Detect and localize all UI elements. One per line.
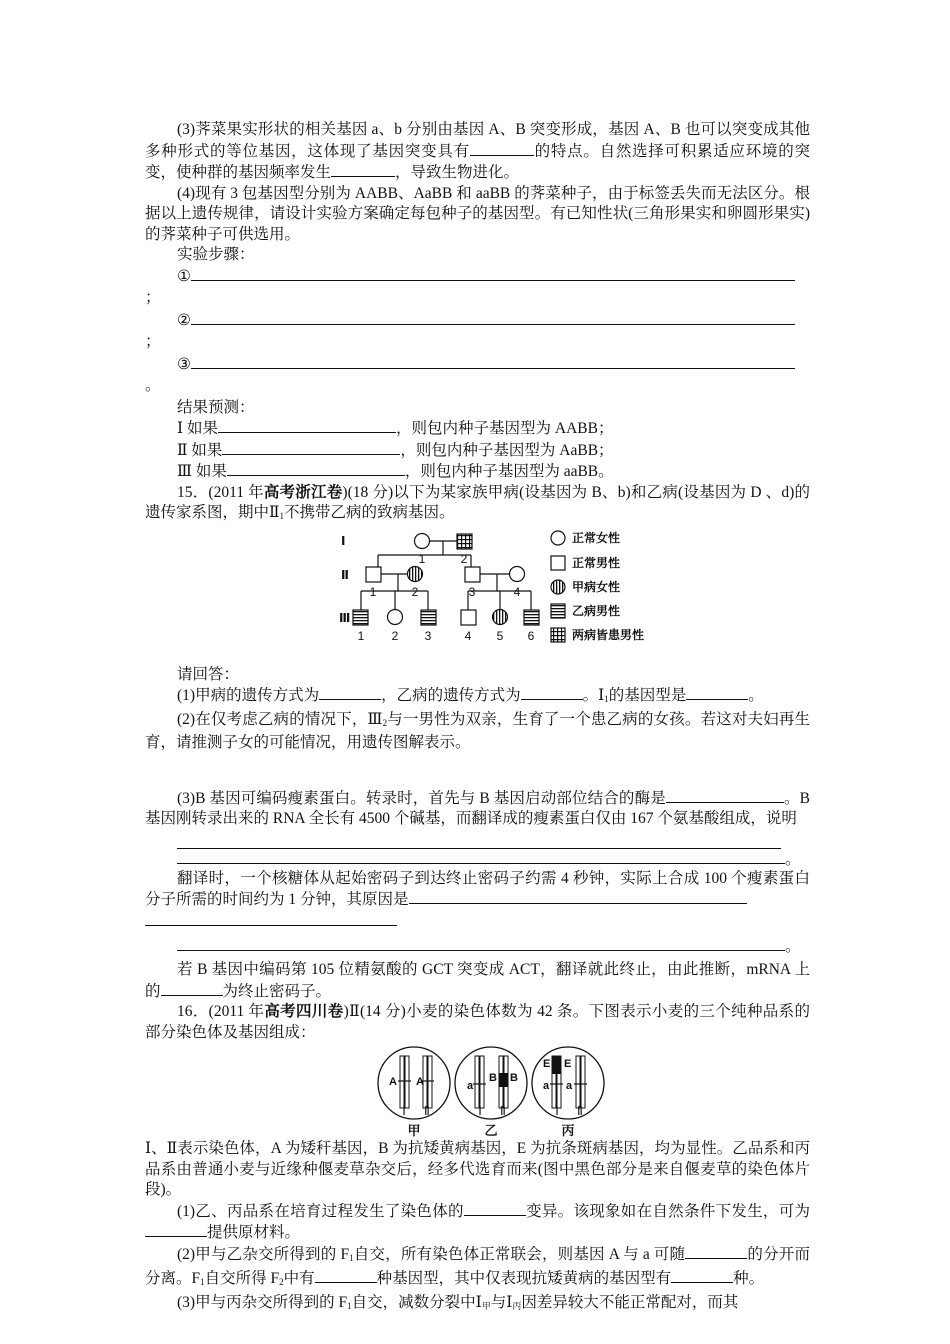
answer-space xyxy=(145,754,810,788)
III5-jia-female xyxy=(493,609,508,624)
blank[interactable] xyxy=(227,461,405,476)
blank[interactable] xyxy=(218,418,396,433)
answer-line[interactable] xyxy=(177,849,785,864)
II4-normal-female xyxy=(510,566,525,581)
blank[interactable] xyxy=(470,141,534,156)
q15-part4: 翻译时，一个核糖体从起始密码子到达终止密码子约需 4 秒钟，实际上合成 100 个瘦素蛋白分子所需的时间约为 1 分钟，其原因是 xyxy=(145,869,810,933)
svg-text:A: A xyxy=(416,1076,424,1088)
q16-heading: 16．(2011 年高考四川卷)Ⅱ(14 分)小麦的染色体数为 42 条。下图表示小麦的三个纯种品系的部分染色体及基因组成： xyxy=(145,1003,810,1041)
svg-text:a: a xyxy=(566,1080,573,1092)
III1-yi-male xyxy=(353,610,368,625)
legend-normal-female: 正常女性 xyxy=(572,530,621,545)
num: 3 xyxy=(424,628,432,643)
svg-text:Ⅰ: Ⅰ xyxy=(402,1104,406,1118)
III4-normal-male xyxy=(461,610,476,625)
semicolon: ； xyxy=(145,288,161,306)
q15-part3: (3)B 基因可编码瘦素蛋白。转录时，首先与 B 基因启动部位结合的酶是 。B 基因刚转录出来的 RNA 全长有 4500 个碱基，而翻译成的瘦素蛋白仅由 167 个氨基酸组成，说明 xyxy=(145,789,810,827)
q15-part2: (2)在仅考虑乙病的情况下，$Ⅲ_2$与一男性为双亲，生育了一个患乙病的女孩。若这对夫妇再生育，请推测子女的可能情况，用遗传图解表示。 xyxy=(145,710,810,751)
blank[interactable] xyxy=(222,440,400,455)
III6-yi-male xyxy=(524,610,539,625)
blank[interactable] xyxy=(666,788,784,803)
blank[interactable] xyxy=(319,685,381,700)
svg-text:Ⅱ: Ⅱ xyxy=(577,1104,583,1118)
num: 3 xyxy=(468,584,476,599)
step-3: ③ xyxy=(145,354,810,374)
answer-line[interactable] xyxy=(191,310,795,325)
svg-text:a: a xyxy=(467,1080,474,1092)
III2-normal-female xyxy=(388,609,403,624)
answer-line[interactable] xyxy=(191,266,795,281)
q15-part1: (1)甲病的遗传方式为 ，乙病的遗传方式为 。$Ⅰ_1$的基因型是 。 xyxy=(177,687,764,704)
svg-text:A: A xyxy=(389,1076,397,1088)
q14-part3: (3)荠菜果实形状的相关基因 a、b 分别由基因 A、B 突变形成，基因 A、B 也可以突变成其他多种形式的等位基因，这体现了基因突变具有 的特点。自然选择可积累适应环境的突变，使种群的基因频率发生 ，导致生物进化。 xyxy=(145,121,810,181)
q14-part4: (4)现有 3 包基因型分别为 AABB、AaBB 和 aaBB 的荠菜种子，由于标签丢失而无法区分。根据以上遗传规律，请设计实验方案确定每包种子的基因型。有已知性状(三角形果实和卵圆形果实)的荠菜种子可供选用。 xyxy=(145,184,810,243)
results-label: 结果预测： xyxy=(177,398,255,416)
svg-text:Ⅰ: Ⅰ xyxy=(555,1104,559,1118)
answer-line[interactable] xyxy=(177,834,781,849)
num: 1 xyxy=(357,628,365,643)
q15-ask: 请回答： xyxy=(177,665,240,683)
legend-yi-male-symbol xyxy=(551,604,565,618)
legend-both-male: 两病皆患男性 xyxy=(572,627,645,642)
II1-normal-male xyxy=(366,567,381,582)
blank[interactable] xyxy=(464,1201,526,1216)
num: 2 xyxy=(411,584,419,599)
I1-normal-female xyxy=(415,533,430,548)
num: 4 xyxy=(513,584,521,599)
blank[interactable] xyxy=(315,1268,377,1283)
num: 1 xyxy=(418,551,426,566)
num: 1 xyxy=(369,584,377,599)
blank[interactable] xyxy=(521,685,583,700)
I2-both-male xyxy=(457,534,472,549)
num: 2 xyxy=(391,628,399,643)
blank[interactable] xyxy=(685,1244,747,1259)
legend-normal-male-symbol xyxy=(551,556,565,570)
result-1: Ⅰ 如果 ，则包内种子基因型为 AABB； xyxy=(177,420,614,437)
legend-jia-female-symbol xyxy=(551,580,565,594)
blank[interactable] xyxy=(331,162,395,177)
q16-part3: (3)甲与丙杂交所得到的 $F_1$自交，减数分裂中$Ⅰ_甲$与$Ⅰ_丙$因差异较大不能正常配对，而其 xyxy=(177,1293,739,1311)
answer-lines: 。 xyxy=(145,830,810,869)
svg-text:Ⅱ: Ⅱ xyxy=(500,1104,506,1118)
answer-line[interactable] xyxy=(177,936,785,951)
legend-jia-female: 甲病女性 xyxy=(572,579,621,594)
II2-jia-female xyxy=(408,566,423,581)
step-1: ① xyxy=(145,266,810,286)
blank[interactable] xyxy=(686,685,748,700)
step-2: ② xyxy=(145,310,810,330)
answer-line[interactable] xyxy=(191,354,795,369)
steps-label: 实验步骤： xyxy=(177,246,255,263)
num: 4 xyxy=(464,628,472,643)
svg-text:B: B xyxy=(489,1072,497,1084)
q16-part1: (1)乙、丙品系在培育过程发生了染色体的 变异。该现象如在自然条件下发生，可为提供原材料。 xyxy=(145,1201,810,1244)
semicolon: ； xyxy=(145,332,161,350)
II3-normal-male xyxy=(465,567,480,582)
document-page xyxy=(145,120,810,1316)
legend-normal-male: 正常男性 xyxy=(572,555,621,570)
gen-label-2: Ⅱ xyxy=(341,567,349,582)
q15-part5: 若 B 基因中编码第 105 位精氨酸的 GCT 突变成 ACT，翻译就此终止，由此推断，mRNA 上的 为终止密码子。 xyxy=(145,961,810,1000)
svg-text:a: a xyxy=(543,1080,550,1092)
pedigree-figure xyxy=(145,527,810,665)
legend-normal-female-symbol xyxy=(551,531,565,545)
blank[interactable] xyxy=(145,911,397,926)
legend-both-male-symbol xyxy=(551,628,565,642)
svg-text:E: E xyxy=(543,1058,551,1070)
chromosome-diagram xyxy=(145,1043,810,1139)
svg-text:E: E xyxy=(564,1058,572,1070)
label-jia: 甲 xyxy=(407,1123,421,1138)
blank[interactable] xyxy=(409,889,747,904)
blank[interactable] xyxy=(671,1268,733,1283)
q16-desc: Ⅰ、Ⅱ表示染色体，A 为矮秆基因，B 为抗矮黄病基因，E 为抗条斑病基因，均为显性。乙品系和丙品系由普通小麦与近缘种偃麦草杂交后，经多代选育而来(图中黑色部分是来自偃麦草的染色体片段)。 xyxy=(145,1140,810,1198)
result-2: Ⅱ 如果 ，则包内种子基因型为 AaBB； xyxy=(177,441,614,459)
legend-yi-male: 乙病男性 xyxy=(572,603,621,618)
svg-text:B: B xyxy=(510,1072,518,1084)
blank[interactable] xyxy=(145,1222,207,1237)
q16-part2: (2)甲与乙杂交所得到的 $F_1$自交，所有染色体正常联会，则基因 A 与 a 可随 的分开而分离。$F_1$自交所得 $F_2$中有 种基因型，其中仅表现抗矮黄病的基因型有 种。 xyxy=(145,1245,810,1287)
chromosome-figure xyxy=(145,1043,810,1139)
period: 。 xyxy=(145,376,161,394)
svg-text:Ⅰ: Ⅰ xyxy=(478,1104,482,1118)
num: 2 xyxy=(460,551,468,566)
answer-line-row: 。 xyxy=(145,932,810,960)
blank[interactable] xyxy=(161,981,223,996)
pedigree-chart xyxy=(145,527,810,665)
label-bing: 丙 xyxy=(561,1123,575,1138)
gen-label-1: Ⅰ xyxy=(341,533,346,548)
num: 5 xyxy=(496,628,504,643)
result-3: Ⅲ 如果 ，则包内种子基因型为 aaBB。 xyxy=(177,463,614,480)
III3-yi-male xyxy=(421,610,436,625)
gen-label-3: Ⅲ xyxy=(339,610,351,625)
svg-text:Ⅱ: Ⅱ xyxy=(424,1104,430,1118)
q15-heading: 15．(2011 年高考浙江卷)(18 分)以下为某家族甲病(设基因为 B、b)和乙病(设基因为 D 、d)的遗传家系图，期中$Ⅱ_1$不携带乙病的致病基因。 xyxy=(145,483,810,521)
label-yi: 乙 xyxy=(484,1123,498,1138)
num: 6 xyxy=(527,628,535,643)
